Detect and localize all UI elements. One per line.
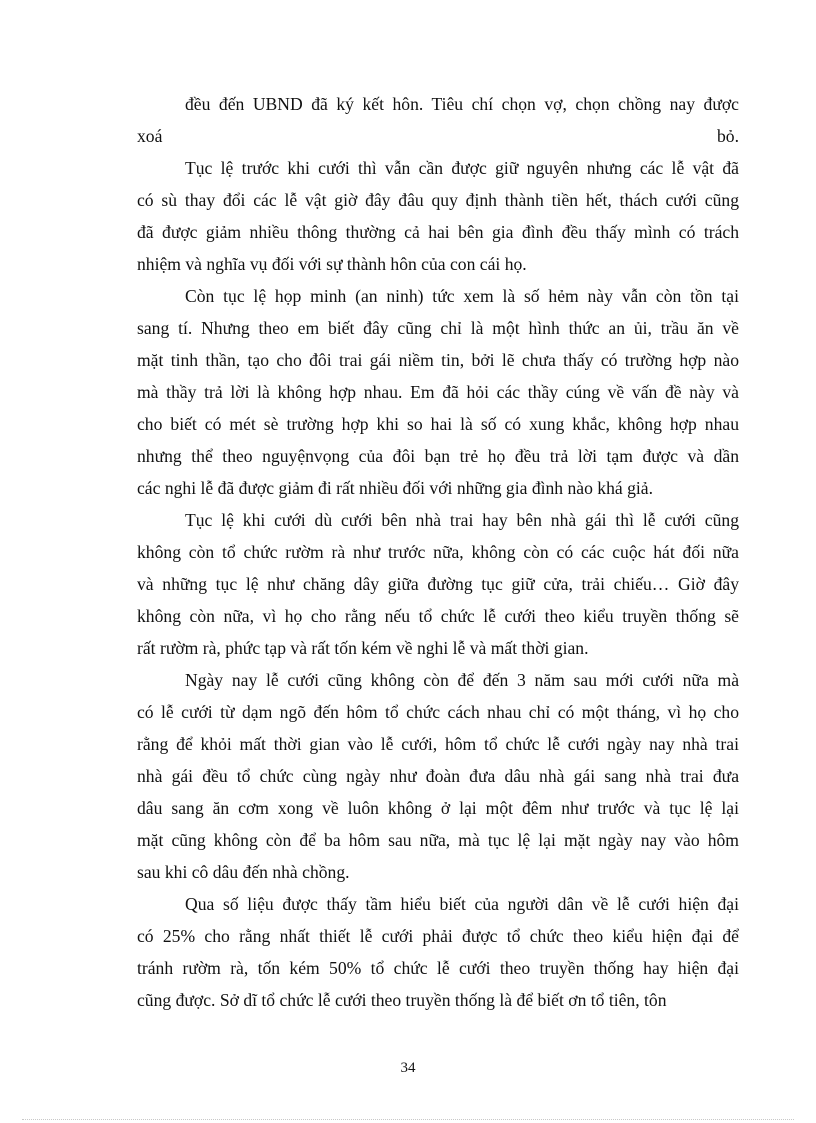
- text-line: nhiệm và nghĩa vụ đối với sự thành hôn của con cái họ.: [137, 254, 527, 274]
- text-line: mặt cũng không còn để ba hôm sau nữa, mà tục lệ lại mặt ngày nay vào hôm: [137, 830, 739, 850]
- text-line: đều đến UBND đã ký kết hôn. Tiêu chí chọn vợ, chọn chồng nay được: [185, 94, 739, 114]
- text-line: rất rườm rà, phức tạp và rất tốn kém về nghi lễ và mất thời gian.: [137, 638, 589, 658]
- page-number: 34: [400, 1060, 416, 1076]
- text-line: mặt tinh thần, tạo cho đôi trai gái niềm tin, bởi lẽ chưa thấy có trường hợp nào: [137, 350, 739, 370]
- text-line: sau khi cô dâu đến nhà chồng.: [137, 862, 350, 882]
- text-line: cũng được. Sở dĩ tổ chức lễ cưới theo truyền thống là để biết ơn tổ tiên, tôn: [137, 990, 667, 1010]
- text-line: nhưng thể theo nguyệnvọng của đôi bạn trẻ họ đều trả lời tạm được và dần: [137, 446, 739, 466]
- text-line: không còn nữa, vì họ cho rằng nếu tổ chức lễ cưới theo kiểu truyền thống sẽ: [137, 606, 739, 626]
- text-line: và những tục lệ như chăng dây giữa đường tục giữ cửa, trải chiếu… Giờ đây: [137, 574, 739, 594]
- text-line: Còn tục lệ họp minh (an ninh) tức xem là số hẻm này vẫn còn tồn tại: [185, 286, 739, 306]
- text-line: không còn tổ chức rườm rà như trước nữa, không còn có các cuộc hát đối nữa: [137, 542, 739, 562]
- body-text: [137, 88, 739, 1016]
- text-fragment-left: xoá: [137, 126, 163, 146]
- text-line: Tục lệ trước khi cưới thì vẫn cần được giữ nguyên nhưng các lễ vật đã: [185, 158, 739, 178]
- text-line: cho biết có mét sè trường hợp khi so hai là số có xung khắc, không hợp nhau: [137, 414, 739, 434]
- text-line: các nghi lễ đã được giảm đi rất nhiều đối với những gia đình nào khá giả.: [137, 478, 654, 498]
- text-line: dâu sang ăn cơm xong về luôn không ở lại một đêm như trước và tục lệ lại: [137, 798, 739, 818]
- page-bottom-divider: [22, 1119, 794, 1120]
- text-line: có sù thay đổi các lễ vật giờ đây đâu quy định thành tiền hết, thách cưới cũng: [137, 190, 739, 210]
- text-fragment-right: bỏ.: [717, 126, 739, 146]
- text-line: rằng để khỏi mất thời gian vào lễ cưới, hôm tổ chức lễ cưới ngày nay nhà trai: [137, 734, 739, 754]
- text-line: có lễ cưới từ dạm ngõ đến hôm tổ chức cách nhau chỉ có một tháng, vì họ cho: [137, 702, 739, 722]
- text-line-split: [137, 120, 739, 152]
- text-line: đã được giảm nhiều thông thường cả hai bên gia đình đều thấy mình có trách: [137, 222, 739, 242]
- text-line: Qua số liệu được thấy tầm hiểu biết của người dân về lễ cưới hiện đại: [185, 894, 739, 914]
- text-line: có 25% cho rằng nhất thiết lễ cưới phải được tổ chức theo kiểu hiện đại để: [137, 926, 739, 946]
- text-line: nhà gái đều tổ chức cùng ngày như đoàn đưa dâu nhà gái sang nhà trai đưa: [137, 766, 739, 786]
- text-line: tránh rườm rà, tốn kém 50% tổ chức lễ cưới theo truyền thống hay hiện đại: [137, 958, 739, 978]
- text-line: Ngày nay lễ cưới cũng không còn để đến 3 năm sau mới cưới nữa mà: [185, 670, 739, 690]
- text-line: sang tí. Nhưng theo em biết đây cũng chỉ là một hình thức an ủi, trầu ăn về: [137, 318, 739, 338]
- text-line: Tục lệ khi cưới dù cưới bên nhà trai hay bên nhà gái thì lễ cưới cũng: [185, 510, 739, 530]
- text-line: mà thầy trả lời là không hợp nhau. Em đã hỏi các thầy cúng về vấn đề này và: [137, 382, 739, 402]
